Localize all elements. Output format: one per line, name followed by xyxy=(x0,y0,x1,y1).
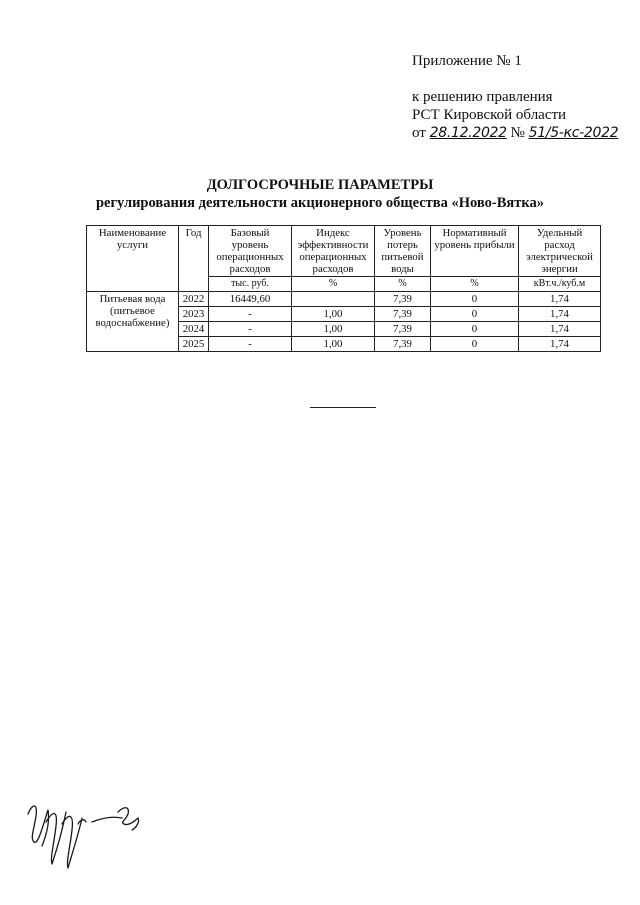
cell-base-costs: - xyxy=(209,337,292,352)
cell-year: 2025 xyxy=(179,337,209,352)
handwritten-date: 28.12.2022 xyxy=(429,125,507,141)
unit-energy-consumption: кВт.ч./куб.м xyxy=(519,277,601,292)
cell-water-losses: 7,39 xyxy=(375,292,431,307)
cell-base-costs: 16449,60 xyxy=(209,292,292,307)
cell-base-costs: - xyxy=(209,322,292,337)
table-header-row xyxy=(87,226,601,277)
unit-base-costs: тыс. руб. xyxy=(209,277,292,292)
appendix-date-line xyxy=(412,124,618,142)
unit-water-losses: % xyxy=(375,277,431,292)
parameters-table xyxy=(86,225,601,352)
header-efficiency-index: Индекс эффективности операционных расходов xyxy=(292,226,375,277)
header-energy-consumption: Удельный расход электрической энергии xyxy=(519,226,601,277)
unit-efficiency-index: % xyxy=(292,277,375,292)
from-label: от xyxy=(412,125,426,141)
unit-profit-level: % xyxy=(431,277,519,292)
service-name: Питьевая вода (питьевое водоснабжение) xyxy=(87,292,179,352)
number-sign: № xyxy=(510,125,525,141)
cell-energy-consumption: 1,74 xyxy=(519,337,601,352)
cell-year: 2024 xyxy=(179,322,209,337)
header-year: Год xyxy=(179,226,209,292)
cell-year: 2022 xyxy=(179,292,209,307)
table-row xyxy=(87,292,601,307)
header-water-losses: Уровень потерь питьевой воды xyxy=(375,226,431,277)
cell-energy-consumption: 1,74 xyxy=(519,322,601,337)
cell-base-costs: - xyxy=(209,307,292,322)
title-line-1: ДОЛГОСРОЧНЫЕ ПАРАМЕТРЫ xyxy=(206,177,434,193)
cell-energy-consumption: 1,74 xyxy=(519,292,601,307)
cell-profit-level: 0 xyxy=(431,322,519,337)
header-profit-level: Нормативный уровень прибыли xyxy=(431,226,519,277)
cell-water-losses: 7,39 xyxy=(375,307,431,322)
handwritten-decision-number: 51/5-кс-2022 xyxy=(528,125,619,141)
appendix-number: Приложение № 1 xyxy=(412,53,522,69)
cell-profit-level: 0 xyxy=(431,292,519,307)
closing-rule xyxy=(310,407,376,408)
cell-energy-consumption: 1,74 xyxy=(519,307,601,322)
cell-water-losses: 7,39 xyxy=(375,322,431,337)
appendix-line-authority: РСТ Кировской области xyxy=(412,107,567,123)
document-title xyxy=(0,176,640,212)
cell-efficiency-index xyxy=(292,292,375,307)
header-base-costs: Базовый уровень операционных расходов xyxy=(209,226,292,277)
appendix-line-decision: к решению правления xyxy=(412,89,553,105)
appendix-block xyxy=(412,52,618,142)
cell-profit-level: 0 xyxy=(431,307,519,322)
cell-efficiency-index: 1,00 xyxy=(292,337,375,352)
cell-profit-level: 0 xyxy=(431,337,519,352)
cell-efficiency-index: 1,00 xyxy=(292,322,375,337)
cell-water-losses: 7,39 xyxy=(375,337,431,352)
cell-efficiency-index: 1,00 xyxy=(292,307,375,322)
title-line-2: регулирования деятельности акционерного общества «Ново-Вятка» xyxy=(95,195,545,211)
cell-year: 2023 xyxy=(179,307,209,322)
header-service: Наименование услуги xyxy=(87,226,179,292)
signature-drawing xyxy=(22,792,152,872)
